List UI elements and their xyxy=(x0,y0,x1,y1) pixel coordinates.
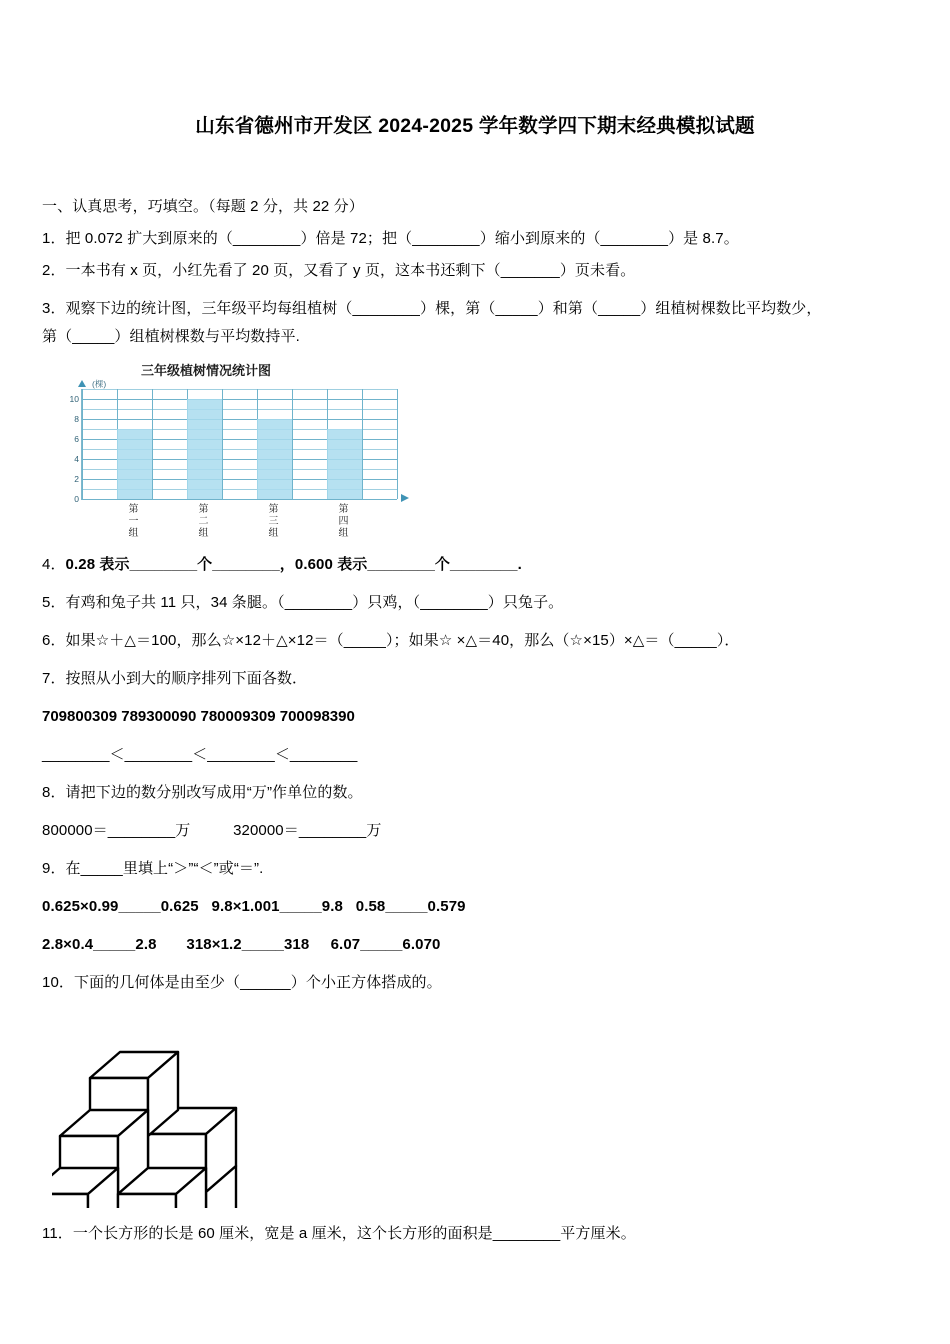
chart-x-label-char: 组 xyxy=(198,528,209,539)
chart-y-tick-label: 6 xyxy=(74,434,79,444)
section-heading: 一、认真思考，巧填空。（每题 2 分，共 22 分） xyxy=(42,198,364,215)
chart-gridline-vertical xyxy=(222,389,223,499)
question-1-text: 把 0.072 扩大到原来的（________）倍是 72；把（________）缩小到原来的（________）是 8.7。 xyxy=(65,230,739,247)
chart-x-label-char: 组 xyxy=(268,528,279,539)
question-2 xyxy=(42,260,922,282)
chart-gridline-vertical xyxy=(152,389,153,499)
exam-body xyxy=(42,196,922,1255)
cube-front-face xyxy=(52,1194,88,1208)
chart-y-tick-label: 10 xyxy=(69,394,79,404)
chart-x-label-char: 组 xyxy=(338,528,349,539)
question-7-answer-blanks: ________＜________＜________＜________ xyxy=(42,746,358,763)
bar-chart-three-grade-planting xyxy=(56,358,416,548)
chart-bar xyxy=(327,429,362,499)
chart-x-label xyxy=(264,504,284,540)
chart-gridline-horizontal xyxy=(82,409,397,410)
question-5-number: 5． xyxy=(42,594,66,611)
chart-x-label xyxy=(124,504,144,540)
chart-x-label-char: 四 xyxy=(338,516,349,527)
chart-gridline-horizontal xyxy=(82,419,397,420)
chart-bar xyxy=(117,429,152,499)
chart-unit-label: (棵) xyxy=(92,379,107,389)
chart-x-label-char: 二 xyxy=(198,516,209,527)
chart-x-label-char: 第 xyxy=(338,504,349,515)
question-6-text: 如果☆＋△＝100，那么☆×12＋△×12＝（_____）；如果☆ ×△＝40，那么（☆×15）×△＝（_____）． xyxy=(65,632,740,649)
x-axis-arrow-icon xyxy=(401,494,409,502)
question-11 xyxy=(42,1223,922,1245)
chart-x-label-char: 组 xyxy=(128,528,139,539)
question-4-text: 0.28 表示________个________，0.600 表示________个________. xyxy=(65,556,522,573)
question-4 xyxy=(42,554,922,576)
chart-gridline-horizontal xyxy=(82,499,397,500)
chart-plot-area xyxy=(69,389,397,504)
chart-x-label xyxy=(334,504,354,540)
question-1-number: 1． xyxy=(42,230,66,247)
question-9-row-2: 2.8×0.4_____2.8 318×1.2_____318 6.07_____6.070 xyxy=(42,936,441,953)
chart-title: 三年级植树情况统计图 xyxy=(140,363,271,378)
chart-y-tick-label: 2 xyxy=(74,474,79,484)
question-10-number: 10． xyxy=(42,974,74,991)
chart-x-label-char: 第 xyxy=(128,504,139,515)
chart-y-tick-label: 0 xyxy=(74,494,79,504)
question-11-text: 一个长方形的长是 60 厘米，宽是 a 厘米，这个长方形的面积是________平方厘米。 xyxy=(72,1225,636,1242)
chart-x-label-char: 三 xyxy=(268,516,279,527)
chart-bar xyxy=(257,419,292,499)
question-2-text: 一本书有 x 页，小红先看了 20 页，又看了 y 页，这本书还剩下（_______）页未看。 xyxy=(65,262,636,279)
question-10 xyxy=(42,972,922,994)
question-9-number: 9． xyxy=(42,860,66,877)
question-3-number: 3． xyxy=(42,300,66,317)
chart-gridline-vertical xyxy=(292,389,293,499)
question-11-number: 11． xyxy=(42,1225,73,1242)
chart-bar xyxy=(187,399,222,499)
y-axis-arrow-icon xyxy=(78,380,86,387)
chart-gridline-vertical xyxy=(82,389,83,499)
question-8 xyxy=(42,782,922,804)
chart-gridline-horizontal xyxy=(82,399,397,400)
cube-figure xyxy=(52,1008,922,1213)
chart-gridline-vertical xyxy=(362,389,363,499)
question-8-conversions: 800000＝________万 320000＝________万 xyxy=(42,822,382,839)
chart-x-label-char: 第 xyxy=(268,504,279,515)
question-3-continuation: 第（_____）组植树棵数与平均数持平. xyxy=(42,328,300,345)
question-3 xyxy=(42,298,922,320)
question-10-text: 下面的几何体是由至少（______）个小正方体搭成的。 xyxy=(74,974,442,991)
question-7-text: 按照从小到大的顺序排列下面各数． xyxy=(65,670,308,687)
question-9-row-1: 0.625×0.99_____0.625 9.8×1.001_____9.8 0.58_____0.579 xyxy=(42,898,466,915)
chart-grid-and-bars xyxy=(69,389,397,504)
question-7-numbers: 709800309 789300090 780009309 700098390 xyxy=(42,708,355,725)
question-1 xyxy=(42,228,922,250)
question-5 xyxy=(42,592,922,614)
question-6-number: 6． xyxy=(42,632,66,649)
question-5-text: 有鸡和兔子共 11 只，34 条腿。（________）只鸡，（________）只兔子。 xyxy=(65,594,564,611)
chart-gridline-vertical xyxy=(397,389,398,499)
cube-front-face xyxy=(118,1194,176,1208)
question-7-number: 7． xyxy=(42,670,66,687)
cube-figure-svg xyxy=(52,1008,262,1208)
question-7 xyxy=(42,668,922,690)
question-8-number: 8． xyxy=(42,784,66,801)
chart-gridline-horizontal xyxy=(82,389,397,390)
chart-y-tick-label: 8 xyxy=(74,414,79,424)
question-6 xyxy=(42,630,922,652)
chart-x-label-char: 第 xyxy=(198,504,209,515)
chart-x-label-char: 一 xyxy=(128,516,139,527)
question-8-text: 请把下边的数分别改写成用“万”作单位的数。 xyxy=(65,784,363,801)
question-3-text-line1: 观察下边的统计图，三年级平均每组植树（________）棵，第（_____）和第（_____）组植树棵数比平均数少， xyxy=(65,300,822,317)
question-4-number: 4． xyxy=(42,556,66,573)
chart-y-tick-label: 4 xyxy=(74,454,79,464)
question-9 xyxy=(42,858,922,880)
question-2-number: 2． xyxy=(42,262,66,279)
chart-x-label xyxy=(194,504,214,540)
page-title: 山东省德州市开发区 2024-2025 学年数学四下期末经典模拟试题 xyxy=(195,115,755,137)
question-9-text: 在_____里填上“＞”“＜”或“＝”. xyxy=(65,860,264,877)
